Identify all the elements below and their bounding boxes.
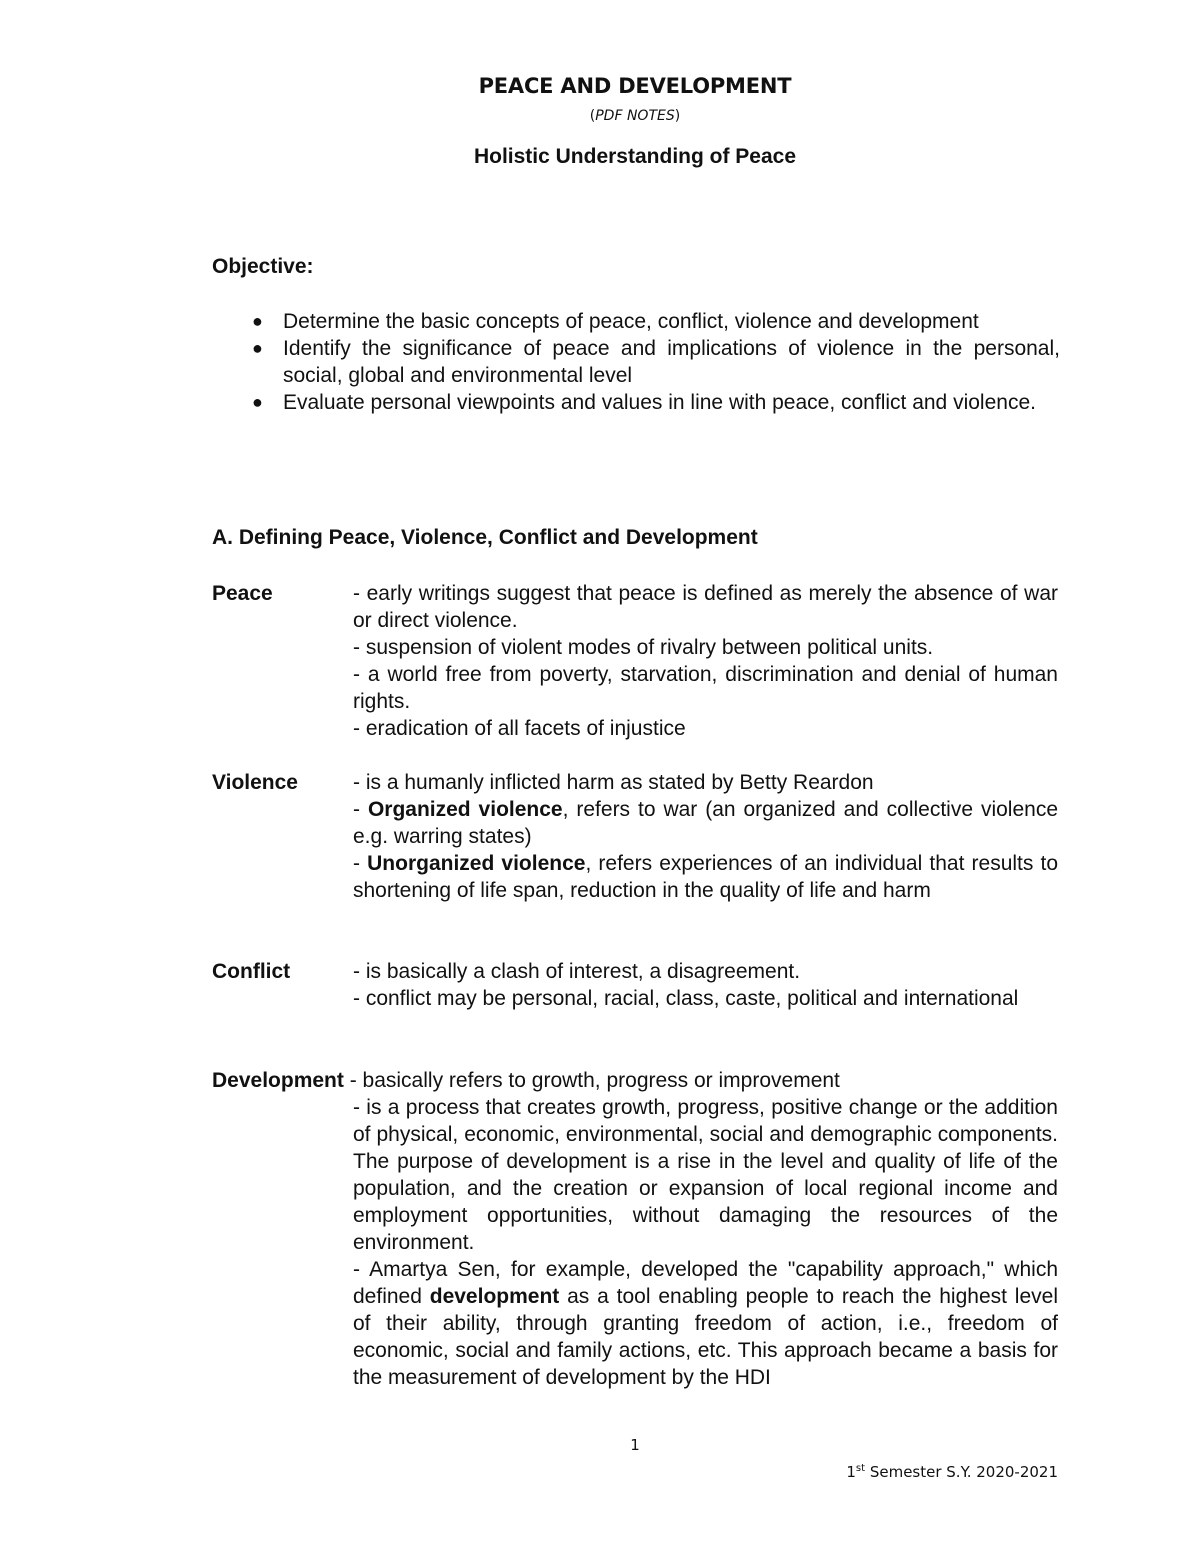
subtitle-open-paren: ( xyxy=(589,108,596,124)
definition-peace xyxy=(353,580,1058,742)
subtitle-text: PDF NOTES xyxy=(595,108,675,124)
definition-text: - basically refers to growth, progress or improvement xyxy=(343,1069,840,1092)
development-bold-term: development xyxy=(429,1285,560,1308)
footer-semester xyxy=(846,1463,1058,1481)
development-first-line xyxy=(212,1067,840,1094)
definition-violence xyxy=(353,769,1058,904)
definition-text: as a tool enabling people to reach the highest level of their ability, through granting freedom of action, i.e., freedom of economic, social and family actions, etc. This approach became a basis for the measurement of development by the HDI xyxy=(353,1285,1058,1389)
definition-line xyxy=(353,1256,1058,1391)
subtitle-close-paren: ) xyxy=(674,108,681,124)
definition-line: - suspension of violent modes of rivalry between political units. xyxy=(353,636,934,659)
document-title: PEACE AND DEVELOPMENT xyxy=(478,74,792,98)
term-development: Development xyxy=(212,1069,344,1092)
objective-label: Objective: xyxy=(212,255,314,278)
term-violence: Violence xyxy=(212,771,298,794)
objective-item xyxy=(212,389,1060,416)
definition-text: , refers experiences of an individual that results to shortening of life span, reduction in the quality of life and harm xyxy=(353,852,1059,902)
dash: - xyxy=(353,852,368,875)
dash: - xyxy=(353,798,368,821)
definition-conflict xyxy=(353,958,1058,1012)
objective-text: Determine the basic concepts of peace, conflict, violence and development xyxy=(283,310,979,333)
definition-text: , refers to war (an organized and collective violence e.g. warring states) xyxy=(353,798,1059,848)
section-a-heading: A. Defining Peace, Violence, Conflict and Development xyxy=(212,526,758,549)
definition-line xyxy=(353,850,1058,904)
organized-violence-term: Organized violence xyxy=(367,798,563,821)
document-subtitle xyxy=(0,108,1200,124)
definition-line: - a world free from poverty, starvation, discrimination and denial of human rights. xyxy=(353,663,1058,713)
unorganized-violence-term: Unorganized violence xyxy=(367,852,586,875)
objectives-list xyxy=(212,308,1060,416)
definition-line: - eradication of all facets of injustice xyxy=(353,717,686,740)
objective-text: Evaluate personal viewpoints and values in line with peace, conflict and violence. xyxy=(283,391,1036,414)
semester-number: 1 xyxy=(846,1463,856,1481)
definition-line xyxy=(353,796,1058,850)
term-conflict: Conflict xyxy=(212,960,291,983)
bullet-icon: ● xyxy=(252,392,263,412)
term-peace: Peace xyxy=(212,582,273,605)
objective-text: Identify the significance of peace and implications of violence in the personal, social, global and environmental level xyxy=(283,337,1060,387)
definition-text: - Amartya Sen, for example, developed the "capability approach," which defined xyxy=(353,1258,1058,1308)
bullet-icon: ● xyxy=(252,338,263,358)
semester-ordinal: st xyxy=(855,1463,866,1474)
definition-line: - is a process that creates growth, progress, positive change or the addition of physical, economic, environmental, social and demographic components. The purpose of development is a rise in the level and quality of life of the population, and the creation or expansion of local regional income and employment opportunities, without damaging the resources of the environment. xyxy=(353,1096,1058,1254)
objective-item xyxy=(212,308,1060,335)
definition-line: - is a humanly inflicted harm as stated by Betty Reardon xyxy=(353,771,874,794)
bullet-icon: ● xyxy=(252,311,263,331)
definition-line: - is basically a clash of interest, a disagreement. xyxy=(353,960,801,983)
definition-development xyxy=(353,1094,1058,1391)
page-number: 1 xyxy=(630,1436,640,1454)
definition-line: - early writings suggest that peace is defined as merely the absence of war or direct violence. xyxy=(353,582,1058,632)
objective-item xyxy=(212,335,1060,389)
document-heading: Holistic Understanding of Peace xyxy=(473,145,797,168)
semester-text: Semester S.Y. 2020-2021 xyxy=(865,1463,1058,1481)
definition-line: - conflict may be personal, racial, class, caste, political and international xyxy=(353,987,1019,1010)
